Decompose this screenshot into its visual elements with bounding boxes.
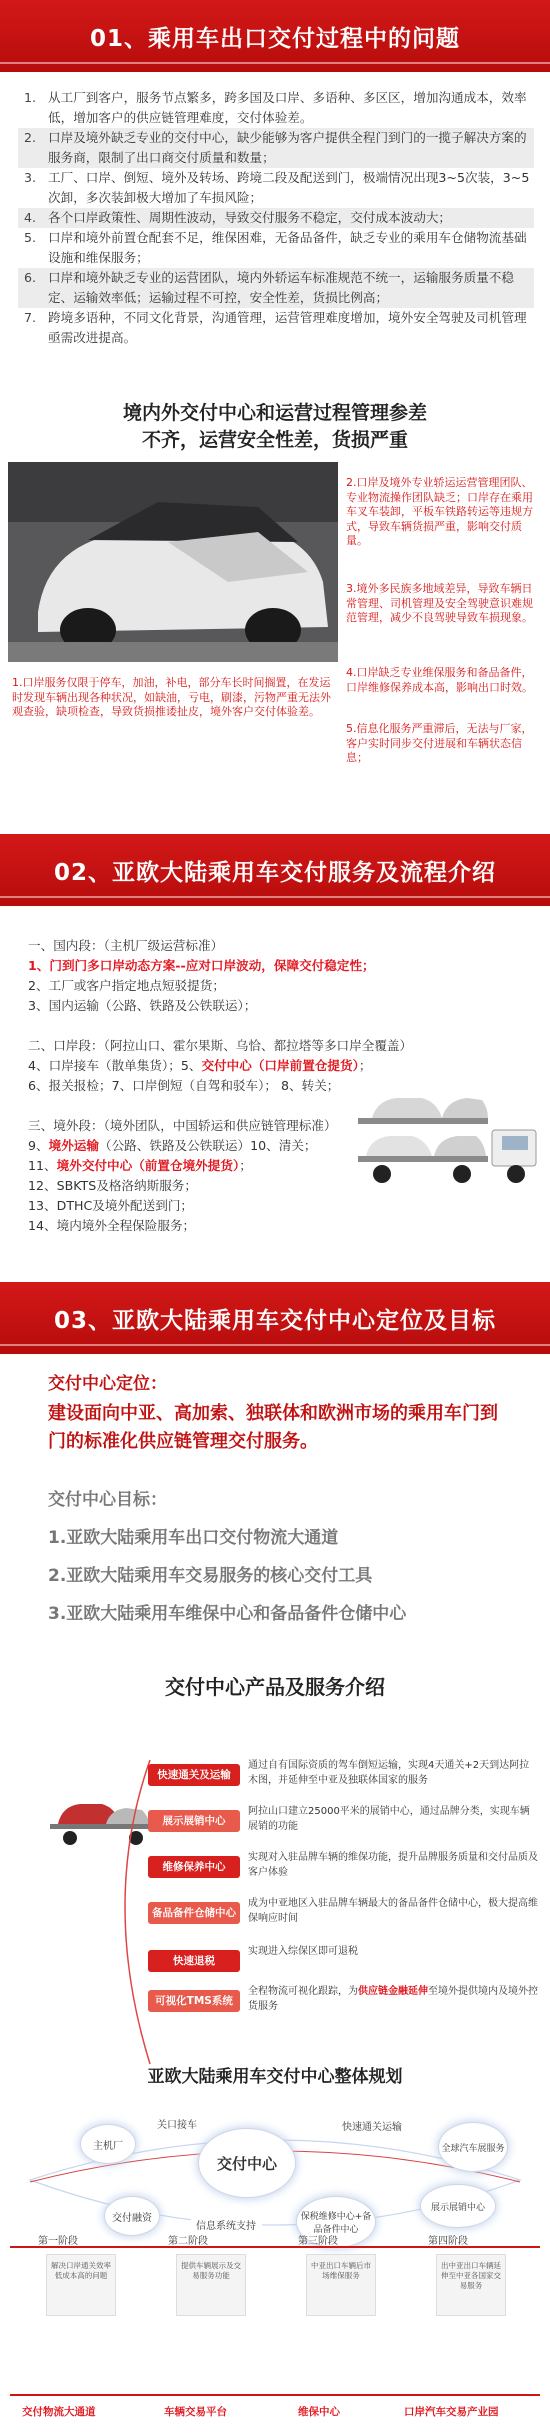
banner-stripe xyxy=(0,1344,550,1346)
problem-item xyxy=(18,228,534,268)
flow-text: 3、国内运输（公路、铁路及公铁联运）； xyxy=(28,998,257,1013)
problem-item xyxy=(18,308,534,348)
service-label: 可视化TMS系统 xyxy=(148,1990,240,2012)
flow-line xyxy=(28,1216,195,1235)
plan-node-center: 交付中心 xyxy=(198,2128,296,2198)
plan-node-port: 关口接车 xyxy=(150,2108,204,2138)
flow-line xyxy=(28,1056,371,1075)
plan-node-oem: 主机厂 xyxy=(80,2124,136,2164)
plan-node-customs: 快速通关运输 xyxy=(324,2108,420,2142)
stage-label: 交付物流大通道 xyxy=(22,2406,96,2418)
note-right-2: 2.口岸及境外专业轿运运营管理团队、专业物流操作团队缺乏；口岸存在乘用车叉车装卸，平板车铁路转运等违规方式，导致车辆货损严重，影响交付质量。 xyxy=(346,476,533,548)
section3-title: 03、亚欧大陆乘用车交付中心定位及目标 xyxy=(53,1308,496,1334)
service-label: 展示展销中心 xyxy=(148,1810,240,1832)
phase-label: 第四阶段 xyxy=(428,2236,468,2247)
flow-text-tail: ； xyxy=(358,1058,372,1073)
problem-item xyxy=(18,168,534,208)
flow-highlight: 交付中心（口岸前置仓提货） xyxy=(201,1058,359,1073)
flow-text: 14、境内境外全程保险服务； xyxy=(28,1218,196,1233)
plan-node-global: 全球汽车展服务 xyxy=(438,2122,508,2172)
flow-line xyxy=(28,1156,252,1175)
service-desc-part: 供应链金融延伸 xyxy=(358,1986,428,1997)
plan-title: 亚欧大陆乘用车交付中心整体规划 xyxy=(147,2067,403,2087)
position-line1: 建设面向中亚、高加索、独联体和欧洲市场的乘用车门到 xyxy=(48,1403,498,1424)
stage-label: 口岸汽车交易产业园 xyxy=(404,2406,499,2418)
section1-banner xyxy=(0,0,550,72)
problem-text: 口岸和境外前置仓配套不足，维保困难，无备品备件，缺乏专业的乘用车仓储物流基础设施和维保服务； xyxy=(48,230,527,265)
flow-text: 11、 xyxy=(28,1158,57,1173)
stage-label: 维保中心 xyxy=(298,2406,340,2418)
bottom-line xyxy=(10,2394,540,2396)
service-label: 快速退税 xyxy=(148,1950,240,1972)
problem-text: 口岸及境外缺乏专业的交付中心，缺少能够为客户提供全程门到门的一揽子解决方案的服务商，限制了出口商交付质量和数量； xyxy=(48,130,527,165)
problem-item xyxy=(18,208,534,228)
problem-item xyxy=(18,128,534,168)
flow-line xyxy=(28,956,375,975)
plan-node-show: 展示展销中心 xyxy=(420,2184,496,2228)
goal-1: 1.亚欧大陆乘用车出口交付物流大通道 xyxy=(48,1528,339,1548)
phase-label: 第二阶段 xyxy=(168,2236,208,2247)
flow-line xyxy=(28,1116,337,1135)
flow-highlight: 境外运输 xyxy=(48,1138,99,1153)
goal-2: 2.亚欧大陆乘用车交易服务的核心交付工具 xyxy=(48,1566,373,1586)
phase-label: 第三阶段 xyxy=(298,2236,338,2247)
goal-3: 3.亚欧大陆乘用车维保中心和备品备件仓储中心 xyxy=(48,1604,407,1624)
plan-node-parts: 保税维修中心+备品备件中心 xyxy=(296,2196,376,2248)
service-desc: 成为中亚地区入驻品牌车辆最大的备品备件仓储中心，极大提高维保响应时间 xyxy=(248,1898,538,1924)
note-right-4: 4.口岸缺乏专业维保服务和备品备件，口岸维修保养成本高，影响出口时效。 xyxy=(346,666,533,694)
flow-line xyxy=(28,1136,317,1155)
position-line2: 门的标准化供应链管理交付服务。 xyxy=(48,1431,318,1452)
banner-stripe xyxy=(0,62,550,64)
plan-node-info: 信息系统支持 xyxy=(190,2204,262,2244)
flow-line xyxy=(28,1036,412,1055)
flow-highlight: 1、门到门多口岸动态方案--应对口岸波动，保障交付稳定性； xyxy=(28,958,375,973)
phase-label: 第一阶段 xyxy=(38,2236,78,2247)
flow-text: 2、工厂或客户指定地点短驳提货； xyxy=(28,978,225,993)
section1-heading-line2: 不齐，运营安全性差，货损严重 xyxy=(141,429,408,451)
products-title: 交付中心产品及服务介绍 xyxy=(165,1675,385,1699)
flow-text: 4、口岸接车（散单集货）；5、 xyxy=(28,1058,202,1073)
service-desc xyxy=(248,1984,538,2014)
flow-line xyxy=(28,996,256,1015)
service-desc: 实现进入综保区即可退税 xyxy=(248,1946,358,1957)
flow-text: 三、境外段：（境外团队，中国轿运和供应链管理标准） xyxy=(28,1118,337,1133)
section1-heading-line1: 境内外交付中心和运营过程管理参差 xyxy=(122,402,427,424)
flow-line xyxy=(28,1076,339,1095)
flow-line xyxy=(28,976,225,995)
flow-text: 二、口岸段：（阿拉山口、霍尔果斯、乌恰、都拉塔等多口岸全覆盖） xyxy=(28,1038,413,1053)
flow-text: 一、国内段：（主机厂级运营标准） xyxy=(28,938,224,953)
service-desc-part: 全程物流可视化跟踪，为 xyxy=(248,1986,358,1997)
section1-title: 01、乘用车出口交付过程中的问题 xyxy=(89,26,460,52)
problem-number: 4. xyxy=(24,210,37,225)
position-label: 交付中心定位： xyxy=(48,1374,167,1394)
note-right-3: 3.境外多民族多地域差异，导致车辆日常管理、司机管理及安全驾驶意识难规范管理，减少不良驾驶导致车损现象。 xyxy=(346,582,533,625)
problem-number: 7. xyxy=(24,310,37,325)
section2-title: 02、亚欧大陆乘用车交付服务及流程介绍 xyxy=(53,860,496,886)
problem-text: 从工厂到客户，服务节点繁多，跨多国及口岸、多语种、多区区，增加沟通成本，效率低，增加客户的供应链管理难度，交付体验差。 xyxy=(48,90,527,125)
problem-text: 跨境多语种，不同文化背景，沟通管理，运营管理难度增加，境外安全驾驶及司机管理亟需改进提高。 xyxy=(48,310,527,345)
phase-box: 中亚出口车辆后市场维保服务 xyxy=(306,2254,376,2316)
flow-text-tail: ； xyxy=(239,1158,252,1173)
note-left-1: 1.口岸服务仅限于停车，加油，补电，部分车长时间搁置，在发运时发现车辆出现各种状况，如缺油，亏电，刷漆，污物严重无法外观查验，缺项检查，导致货损推诿扯皮，境外客户交付体验差。 xyxy=(12,676,331,719)
problem-number: 2. xyxy=(24,130,37,145)
damaged-car-illustration xyxy=(8,462,338,662)
flow-line xyxy=(28,1176,197,1195)
service-desc: 通过自有国际资质的驾车倒短运输，实现4天通关+2天到达阿拉木图，并延伸至中亚及独联体国家的服务 xyxy=(248,1760,530,1786)
phase-box: 提供车辆展示及交易服务功能 xyxy=(176,2254,246,2316)
flow-text-tail: （公路、铁路及公铁联运）10、清关； xyxy=(98,1138,317,1153)
flow-line xyxy=(28,936,223,955)
flow-text: 12、SBKTS及格洛纳斯服务； xyxy=(28,1178,197,1193)
damaged-car-photo xyxy=(8,462,338,662)
problem-text: 各个口岸政策性、周期性波动，导致交付服务不稳定，交付成本波动大； xyxy=(48,210,451,225)
flow-text: 6、报关报检；7、口岸倒短（自驾和驳车）； 8、转关； xyxy=(28,1078,340,1093)
problem-number: 6. xyxy=(24,270,37,285)
phase-box: 出中亚出口车辆延伸至中亚各国家交易服务 xyxy=(436,2254,506,2316)
service-desc-part: 至境外提供境内及境外控货服务 xyxy=(248,1986,538,2012)
flow-highlight: 境外交付中心（前置仓境外提货） xyxy=(56,1158,240,1173)
goal-label: 交付中心目标： xyxy=(48,1490,167,1510)
problem-number: 3. xyxy=(24,170,37,185)
flow-text: 9、 xyxy=(28,1138,49,1153)
car-transporter-truck xyxy=(352,1078,542,1186)
service-label: 维修保养中心 xyxy=(148,1856,240,1878)
stage-label: 车辆交易平台 xyxy=(164,2406,227,2418)
problem-number: 1. xyxy=(24,90,37,105)
service-desc: 实现对入驻品牌车辆的维保功能，提升品牌服务质量和交付品质及客户体验 xyxy=(248,1852,538,1878)
service-label: 快速通关及运输 xyxy=(148,1764,240,1786)
section3-banner xyxy=(0,1282,550,1354)
flow-text: 13、DTHC及境外配送到门； xyxy=(28,1198,194,1213)
phase-box: 解决口岸通关效率低成本高的问题 xyxy=(46,2254,116,2316)
problem-text: 工厂、口岸、倒短、境外及转场、跨境二段及配送到门，极端情况出现3~5次装，3~5次卸，多次装卸极大增加了车损风险； xyxy=(48,170,530,205)
problem-item xyxy=(18,88,534,128)
note-right-5: 5.信息化服务严重滞后，无法与厂家，客户实时同步交付进展和车辆状态信息； xyxy=(346,722,533,765)
plan-node-finance: 交付融资 xyxy=(104,2196,160,2236)
problem-text: 口岸和境外缺乏专业的运营团队，境内外轿运车标准规范不统一，运输服务质量不稳定、运输效率低；运输过程不可控，安全性差，货损比例高； xyxy=(48,270,514,305)
problem-item xyxy=(18,268,534,308)
service-label: 备品备件仓储中心 xyxy=(148,1902,240,1924)
problem-number: 5. xyxy=(24,230,37,245)
flow-line xyxy=(28,1196,193,1215)
problem-list xyxy=(18,88,534,348)
section2-banner xyxy=(0,834,550,906)
service-desc: 阿拉山口建立25000平米的展销中心，通过品牌分类，实现车辆展销的功能 xyxy=(248,1806,530,1832)
banner-stripe xyxy=(0,896,550,898)
